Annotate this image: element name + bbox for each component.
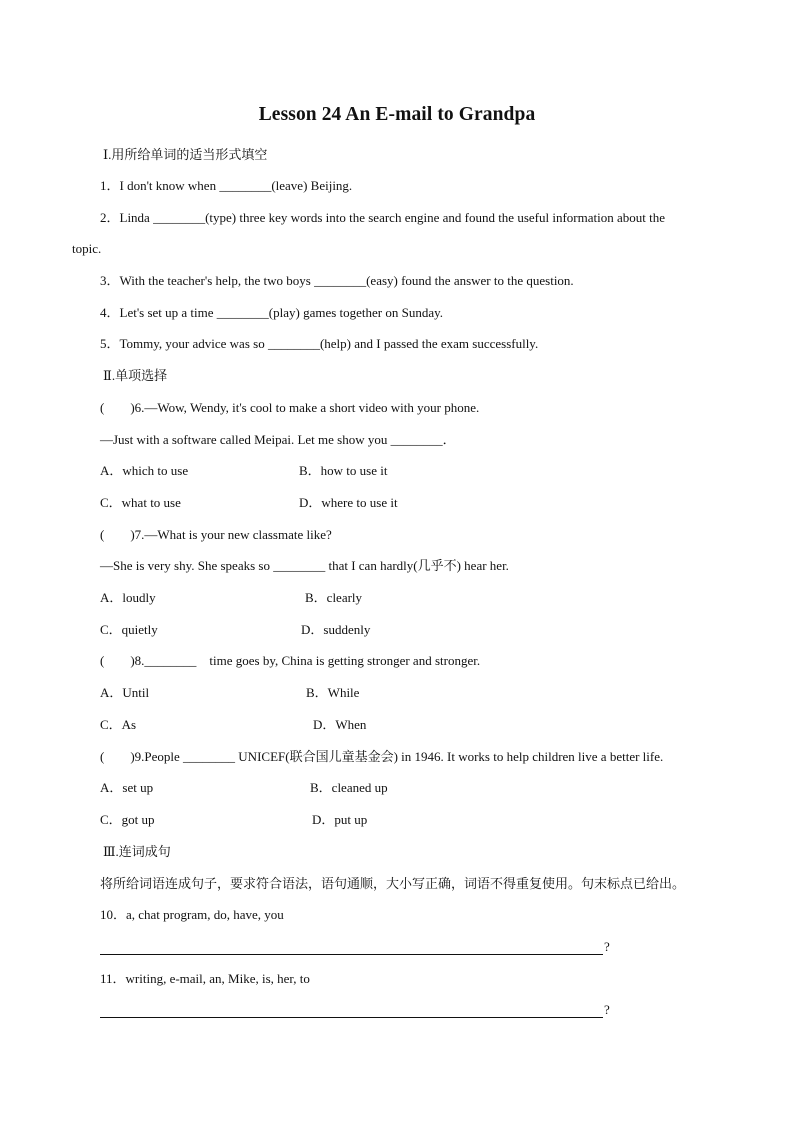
question-10-answer-line[interactable] [100,954,603,955]
question-4: 4．Let's set up a time ________(play) games together on Sunday. [100,305,444,320]
question-2-line2: topic. [72,241,102,256]
question-8-option-a: A．Until [100,685,150,700]
question-8-stem: ( )8.________ time goes by, China is getting stronger and stronger. [100,653,481,668]
section-instruction-order: 将所给词语连成句子，要求符合语法，语句通顺，大小写正确，词语不得重复使用。句末标点已给出。 [100,876,686,891]
question-8-option-d: D．When [313,717,367,732]
section-heading-order: Ⅲ.连词成句 [103,844,171,859]
question-9-option-d: D．put up [312,812,368,827]
question-2-line1: 2．Linda ________(type) three key words into the search engine and found the useful information about the [100,210,665,225]
question-6-reply: —Just with a software called Meipai. Let me show you ________． [100,432,456,447]
question-10-words: 10．a, chat program, do, have, you [100,907,284,922]
question-3: 3．With the teacher's help, the two boys ________(easy) found the answer to the question. [100,273,574,288]
question-1: 1．I don't know when ________(leave) Beijing. [100,178,353,193]
question-9-option-c: C．got up [100,812,155,827]
question-7-stem: ( )7.—What is your new classmate like? [100,527,332,542]
question-8-option-b: B．While [306,685,360,700]
section-heading-fill: Ⅰ.用所给单词的适当形式填空 [103,147,268,162]
question-11-end-mark: ? [604,1002,610,1017]
question-6-option-a: A．which to use [100,463,189,478]
question-6-option-b: B．how to use it [299,463,388,478]
question-8-option-c: C．As [100,717,137,732]
question-6-option-c: C．what to use [100,495,181,510]
question-5: 5．Tommy, your advice was so ________(help) and I passed the exam successfully. [100,336,539,351]
question-7-option-a: A．loudly [100,590,156,605]
question-10-end-mark: ? [604,939,610,954]
question-7-option-d: D．suddenly [301,622,371,637]
question-6-option-d: D．where to use it [299,495,398,510]
section-heading-choice: Ⅱ.单项选择 [103,368,168,383]
question-9-option-b: B．cleaned up [310,780,388,795]
question-7-option-c: C．quietly [100,622,158,637]
question-9-stem: ( )9.People ________ UNICEF(联合国儿童基金会) in 1946. It works to help children live a better life. [100,749,664,764]
question-11-answer-line[interactable] [100,1017,603,1018]
question-7-reply: —She is very shy. She speaks so ________ that I can hardly(几乎不) hear her. [100,558,509,573]
question-11-words: 11．writing, e-mail, an, Mike, is, her, to [100,971,310,986]
question-9-option-a: A．set up [100,780,154,795]
question-6-stem: ( )6.—Wow, Wendy, it's cool to make a short video with your phone. [100,400,480,415]
page-title: Lesson 24 An E-mail to Grandpa [258,104,536,125]
question-7-option-b: B．clearly [305,590,363,605]
